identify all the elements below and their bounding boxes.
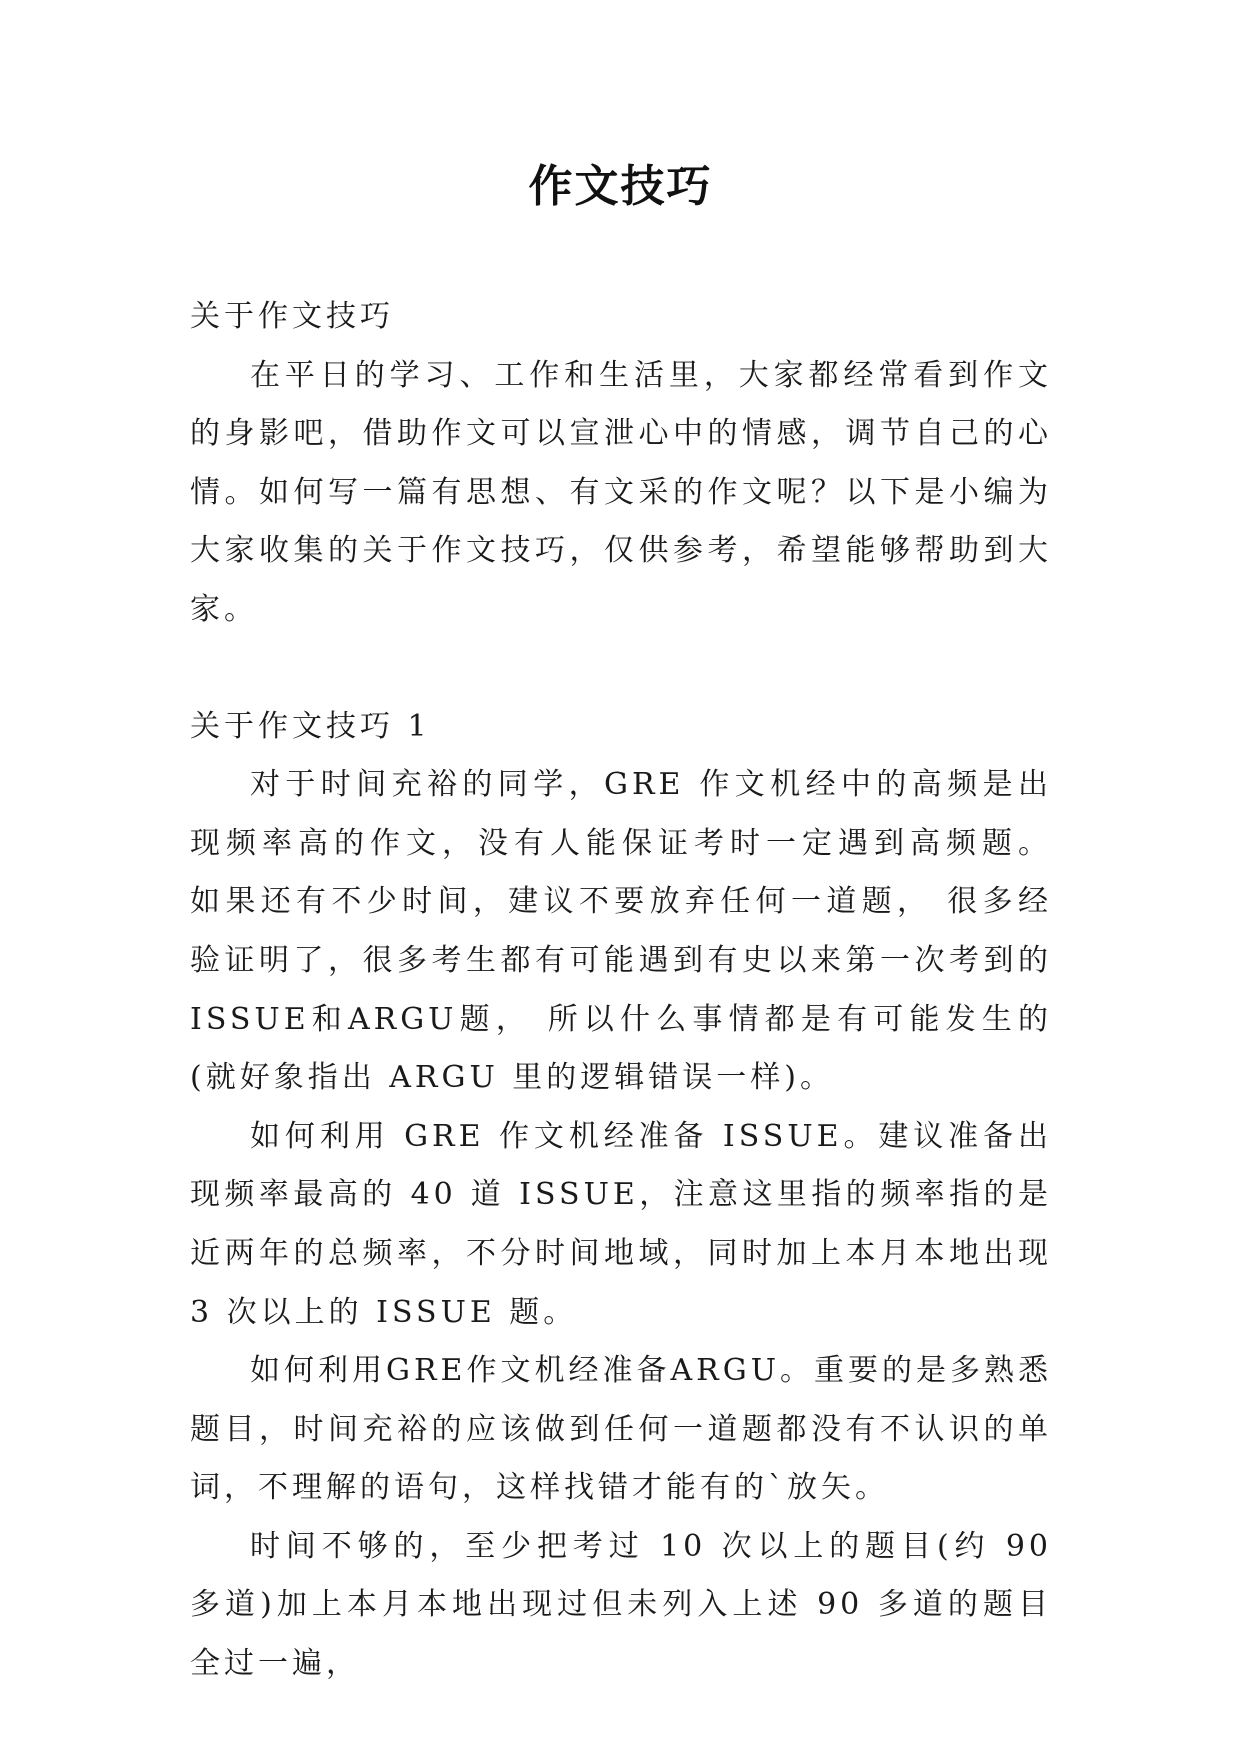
intro-heading: 关于作文技巧: [190, 299, 394, 334]
section1-paragraph-1: 对于时间充裕的同学，GRE 作文机经中的高频是出现频率高的作文，没有人能保证考时一定遇到高频题。 如果还有不少时间，建议不要放弃任何一道题， 很多经验证明了，很多考生都有可能遇到有史以来第一次考到的ISSUE和ARGU题， 所以什么事情都是有可能发生的(就好象指出 ARGU 里的逻辑错误一样)。: [190, 767, 1052, 1096]
section1-paragraph-4: 时间不够的，至少把考过 10 次以上的题目(约 90 多道)加上本月本地出现过但未列入上述 90 多道的题目全过一遍，: [190, 1528, 1052, 1682]
document-title: 作文技巧: [528, 161, 713, 212]
section-spacer: [190, 640, 1052, 698]
section1-paragraph-3: 如何利用GRE作文机经准备ARGU。重要的是多熟悉题目，时间充裕的应该做到任何一道题都没有不认识的单词，不理解的语句，这样找错才能有的`放矢。: [190, 1353, 1052, 1506]
section1-paragraph-2: 如何利用 GRE 作文机经准备 ISSUE。建议准备出现频率最高的 40 道 ISSUE，注意这里指的频率指的是近两年的总频率，不分时间地域，同时加上本月本地出现 3 次以上的 ISSUE 题。: [190, 1118, 1052, 1330]
intro-paragraph: 在平日的学习、工作和生活里，大家都经常看到作文的身影吧，借助作文可以宣泄心中的情感，调节自己的心情。如何写一篇有思想、有文采的作文呢？以下是小编为大家收集的关于作文技巧，仅供参考，希望能够帮助到大家。: [190, 357, 1052, 627]
section1-heading: 关于作文技巧 1: [190, 708, 431, 744]
document-body: [190, 288, 1052, 1694]
